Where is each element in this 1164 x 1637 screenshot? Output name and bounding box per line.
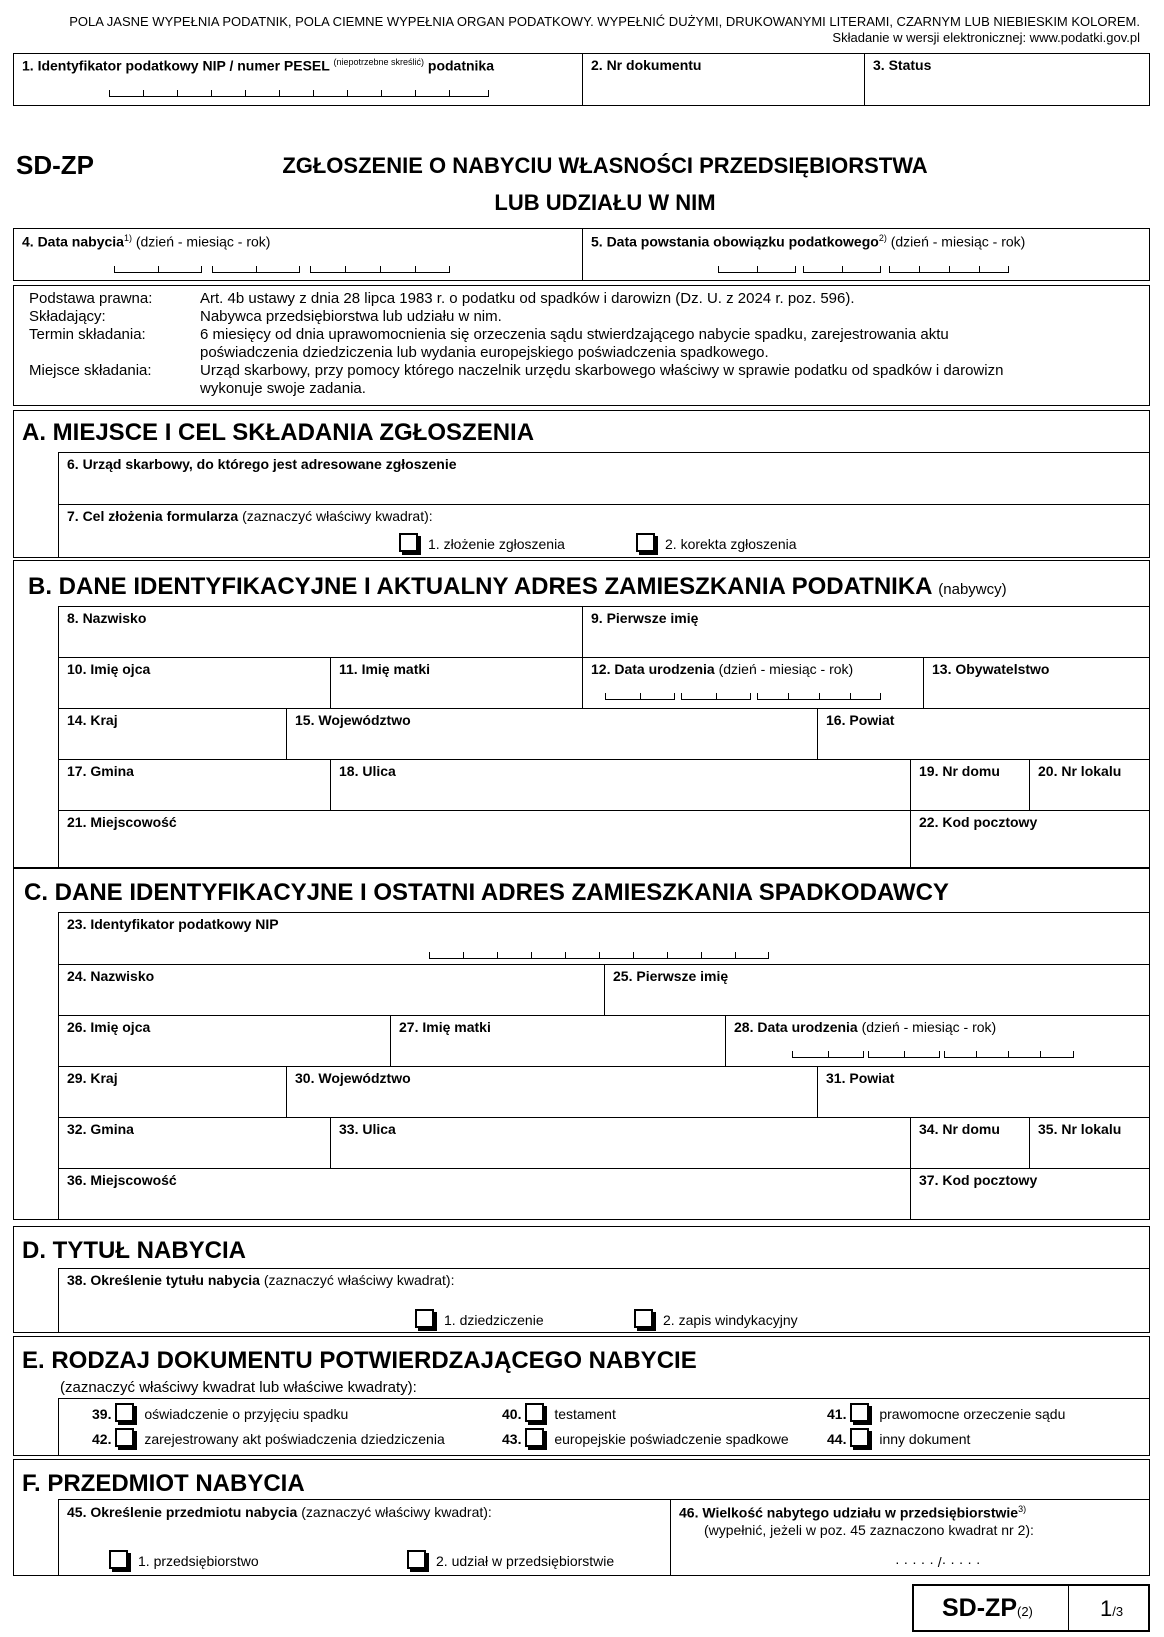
- field-19-house-number[interactable]: [910, 759, 1030, 811]
- field-37-label: 37. Kod pocztowy: [919, 1172, 1038, 1188]
- field-17-label: 17. Gmina: [67, 763, 134, 779]
- option-inheritance-label: 1. dziedziczenie: [444, 1312, 544, 1328]
- field-3-status: [864, 53, 1150, 106]
- option-41[interactable]: [827, 1403, 1065, 1422]
- field-28-birth-date[interactable]: [725, 1015, 1150, 1067]
- field-38-hint: (zaznaczyć właściwy kwadrat):: [263, 1272, 455, 1288]
- field-34-house-number[interactable]: [910, 1117, 1030, 1169]
- field-7-purpose: [58, 504, 1150, 558]
- field-7-hint: (zaznaczyć właściwy kwadrat):: [242, 508, 433, 524]
- option-42[interactable]: [92, 1428, 445, 1447]
- field-12-hint: (dzień - miesiąc - rok): [718, 661, 854, 677]
- field-38-acquisition-title: [58, 1268, 1150, 1333]
- checkbox-icon[interactable]: [115, 1428, 134, 1447]
- field-29-country[interactable]: [58, 1066, 287, 1118]
- field-32-label: 32. Gmina: [67, 1121, 134, 1137]
- field-30-label: 30. Województwo: [295, 1070, 411, 1086]
- field-21-locality[interactable]: [58, 810, 911, 868]
- checkbox-icon[interactable]: [850, 1428, 869, 1447]
- field-3-label: 3. Status: [873, 57, 932, 73]
- info-value-place-2: wykonuje swoje zadania.: [200, 380, 366, 397]
- field-1-label-b: podatnika: [427, 57, 495, 74]
- field-33-label: 33. Ulica: [339, 1121, 396, 1137]
- info-key-place: Miejsce składania:: [29, 362, 152, 379]
- field-28-day-line[interactable]: [792, 1050, 864, 1058]
- field-2-label: 2. Nr dokumentu: [591, 57, 702, 73]
- field-12-birth-date[interactable]: [582, 657, 924, 709]
- section-a-title: A. MIEJSCE I CEL SKŁADANIA ZGŁOSZENIA: [22, 419, 535, 446]
- option-enterprise-label: 1. przedsiębiorstwo: [138, 1553, 259, 1569]
- field-5-month-line[interactable]: [803, 265, 881, 273]
- checkbox-icon[interactable]: [415, 1309, 434, 1328]
- field-8-label: 8. Nazwisko: [67, 610, 147, 626]
- field-12-month-line[interactable]: [681, 692, 751, 700]
- field-26-label: 26. Imię ojca: [67, 1019, 151, 1035]
- field-8-surname[interactable]: [58, 606, 583, 658]
- field-45-acquisition-subject: [58, 1499, 671, 1576]
- option-vindication-legacy-label: 2. zapis windykacyjny: [663, 1312, 798, 1328]
- field-4-day-line[interactable]: [114, 265, 202, 273]
- option-enterprise-share[interactable]: [407, 1550, 614, 1569]
- option-submission-label: 1. złożenie zgłoszenia: [428, 536, 565, 552]
- field-1-sup: (niepotrzebne skreślić): [333, 57, 424, 67]
- field-38-label: 38. Określenie tytułu nabycia: [67, 1272, 260, 1288]
- field-33-street[interactable]: [330, 1117, 911, 1169]
- field-5-tax-obligation-date[interactable]: [582, 228, 1150, 281]
- field-13-citizenship[interactable]: [923, 657, 1150, 709]
- option-enterprise[interactable]: [109, 1550, 259, 1569]
- field-27-label: 27. Imię matki: [399, 1019, 491, 1035]
- checkbox-icon[interactable]: [525, 1403, 544, 1422]
- field-4-acquisition-date[interactable]: [13, 228, 583, 281]
- option-44-num: 44.: [827, 1431, 847, 1447]
- option-41-num: 41.: [827, 1406, 847, 1422]
- field-20-apartment-number[interactable]: [1029, 759, 1150, 811]
- field-22-label: 22. Kod pocztowy: [919, 814, 1038, 830]
- option-39-label: oświadczenie o przyjęciu spadku: [144, 1406, 349, 1422]
- section-b-title-sub: (nabywcy): [938, 581, 1007, 598]
- form-code: SD-ZP: [16, 150, 94, 180]
- option-correction-label: 2. korekta zgłoszenia: [665, 536, 797, 552]
- option-40-num: 40.: [502, 1406, 522, 1422]
- field-6-tax-office[interactable]: [58, 452, 1150, 505]
- field-4-month-line[interactable]: [212, 265, 300, 273]
- option-correction[interactable]: [636, 533, 797, 552]
- option-40[interactable]: [502, 1403, 616, 1422]
- footer-divider: [1068, 1586, 1069, 1630]
- section-b-title: [28, 573, 1007, 601]
- field-46-fraction[interactable]: · · · · · /· · · · ·: [895, 1554, 981, 1570]
- field-7-label: 7. Cel złożenia formularza: [67, 508, 239, 524]
- field-4-label: 4. Data nabycia: [22, 233, 124, 250]
- info-value-submitter: Nabywca przedsiębiorstwa lub udziału w nim.: [200, 308, 502, 325]
- field-10-father-name[interactable]: [58, 657, 331, 709]
- section-e-title: E. RODZAJ DOKUMENTU POTWIERDZAJĄCEGO NABYCIE: [22, 1347, 697, 1374]
- field-25-first-name[interactable]: [604, 964, 1150, 1016]
- field-9-first-name[interactable]: [582, 606, 1150, 658]
- section-c-title: C. DANE IDENTYFIKACYJNE I OSTATNI ADRES ZAMIESZKANIA SPADKODAWCY: [24, 879, 949, 906]
- field-28-month-line[interactable]: [868, 1050, 940, 1058]
- header-note-line1: POLA JASNE WYPEŁNIA PODATNIK, POLA CIEMNE WYPEŁNIA ORGAN PODATKOWY. WYPEŁNIĆ DUŻYMI, DRUKOWANYMI LITERAMI, CZARNYM LUB NIEBIESKIM KOLOREM.: [69, 14, 1140, 29]
- field-5-sup: 2): [878, 233, 887, 243]
- field-12-year-line[interactable]: [757, 692, 881, 700]
- field-5-day-line[interactable]: [718, 265, 796, 273]
- option-44[interactable]: [827, 1428, 970, 1447]
- checkbox-icon[interactable]: [525, 1428, 544, 1447]
- field-28-label: 28. Data urodzenia: [734, 1019, 858, 1035]
- field-26-father-name[interactable]: [58, 1015, 391, 1067]
- field-24-surname[interactable]: [58, 964, 605, 1016]
- field-2-document-number: [582, 53, 865, 106]
- field-31-county[interactable]: [817, 1066, 1150, 1118]
- document-type-options: [58, 1398, 1150, 1456]
- field-5-label: 5. Data powstania obowiązku podatkowego: [591, 233, 879, 250]
- info-key-deadline: Termin składania:: [29, 326, 146, 343]
- field-36-label: 36. Miejscowość: [67, 1172, 177, 1188]
- field-4-year-line[interactable]: [310, 265, 450, 273]
- field-16-label: 16. Powiat: [826, 712, 895, 728]
- field-28-hint: (dzień - miesiąc - rok): [861, 1019, 997, 1035]
- field-21-label: 21. Miejscowość: [67, 814, 177, 830]
- field-46-hint: (wypełnić, jeżeli w poz. 45 zaznaczono kwadrat nr 2):: [704, 1522, 1034, 1538]
- field-23-label: 23. Identyfikator podatkowy NIP: [67, 916, 279, 932]
- field-29-label: 29. Kraj: [67, 1070, 118, 1086]
- field-46-label: 46. Wielkość nabytego udziału w przedsiębiorstwie: [679, 1504, 1019, 1521]
- field-1-label: 1. Identyfikator podatkowy NIP / numer PESEL: [22, 57, 330, 74]
- checkbox-icon[interactable]: [636, 533, 655, 552]
- info-value-deadline: 6 miesięcy od dnia uprawomocnienia się orzeczenia sądu stwierdzającego nabycie spadku, zarejestrowania aktu: [200, 326, 949, 343]
- option-44-label: inny dokument: [879, 1431, 971, 1447]
- option-41-label: prawomocne orzeczenie sądu: [879, 1406, 1066, 1422]
- field-27-mother-name[interactable]: [390, 1015, 726, 1067]
- footer-version: (2): [1017, 1604, 1033, 1619]
- field-1-identifier[interactable]: [13, 53, 583, 106]
- section-f-title: F. PRZEDMIOT NABYCIA: [22, 1470, 305, 1497]
- form-title-line2: LUB UDZIAŁU W NIM: [494, 190, 716, 215]
- info-key-submitter: Składający:: [29, 308, 106, 325]
- field-18-street[interactable]: [330, 759, 911, 811]
- field-14-label: 14. Kraj: [67, 712, 118, 728]
- field-12-label: 12. Data urodzenia: [591, 661, 715, 677]
- checkbox-icon[interactable]: [115, 1403, 134, 1422]
- field-30-voivodeship[interactable]: [286, 1066, 818, 1118]
- checkbox-icon[interactable]: [407, 1550, 426, 1569]
- field-14-country[interactable]: [58, 708, 287, 760]
- checkbox-icon[interactable]: [634, 1309, 653, 1328]
- field-36-locality[interactable]: [58, 1168, 911, 1220]
- field-19-label: 19. Nr domu: [919, 763, 1000, 779]
- field-35-label: 35. Nr lokalu: [1038, 1121, 1122, 1137]
- field-23-digit-line[interactable]: [429, 951, 769, 959]
- info-block: [13, 285, 1150, 406]
- section-b-title-text: B. DANE IDENTYFIKACYJNE I AKTUALNY ADRES ZAMIESZKANIA PODATNIKA: [28, 573, 932, 600]
- option-43[interactable]: [502, 1428, 789, 1447]
- field-10-label: 10. Imię ojca: [67, 661, 151, 677]
- field-34-label: 34. Nr domu: [919, 1121, 1000, 1137]
- field-15-voivodeship[interactable]: [286, 708, 818, 760]
- option-43-num: 43.: [502, 1431, 522, 1447]
- info-key-legal-basis: Podstawa prawna:: [29, 290, 153, 307]
- field-5-hint: (dzień - miesiąc - rok): [890, 233, 1026, 250]
- field-20-label: 20. Nr lokalu: [1038, 763, 1122, 779]
- field-12-day-line[interactable]: [605, 692, 675, 700]
- option-42-num: 42.: [92, 1431, 112, 1447]
- field-4-sup: 1): [123, 233, 132, 243]
- field-15-label: 15. Województwo: [295, 712, 411, 728]
- option-40-label: testament: [554, 1406, 616, 1422]
- field-32-commune[interactable]: [58, 1117, 331, 1169]
- info-value-legal-basis: Art. 4b ustawy z dnia 28 lipca 1983 r. o podatku od spadków i darowizn (Dz. U. z 2024 r. poz. 596).: [200, 290, 855, 307]
- nip-digit-line[interactable]: [109, 89, 489, 97]
- section-e-hint: (zaznaczyć właściwy kwadrat lub właściwe kwadraty):: [60, 1379, 417, 1396]
- footer-form-id: [912, 1584, 1150, 1632]
- option-submission[interactable]: [399, 533, 565, 552]
- field-31-label: 31. Powiat: [826, 1070, 895, 1086]
- option-43-label: europejskie poświadczenie spadkowe: [554, 1431, 789, 1447]
- info-value-deadline-2: poświadczenia dziedziczenia lub wydania europejskiego poświadczenia spadkowego.: [200, 344, 769, 361]
- field-11-label: 11. Imię matki: [339, 661, 431, 677]
- option-39[interactable]: [92, 1403, 348, 1422]
- field-13-label: 13. Obywatelstwo: [932, 661, 1050, 677]
- field-6-label: 6. Urząd skarbowy, do którego jest adresowane zgłoszenie: [67, 456, 457, 472]
- field-9-label: 9. Pierwsze imię: [591, 610, 699, 626]
- field-45-hint: (zaznaczyć właściwy kwadrat):: [301, 1504, 492, 1520]
- field-35-apartment-number[interactable]: [1029, 1117, 1150, 1169]
- checkbox-icon[interactable]: [399, 533, 418, 552]
- field-22-postal-code[interactable]: [910, 810, 1150, 868]
- field-45-label: 45. Określenie przedmiotu nabycia: [67, 1504, 298, 1520]
- form-title-line1: ZGŁOSZENIE O NABYCIU WŁASNOŚCI PRZEDSIĘBIORSTWA: [282, 153, 928, 178]
- option-vindication-legacy[interactable]: [634, 1309, 798, 1328]
- footer-code: SD-ZP: [942, 1594, 1017, 1622]
- footer-page: 1: [1100, 1596, 1113, 1621]
- option-39-num: 39.: [92, 1406, 112, 1422]
- section-d-title: D. TYTUŁ NABYCIA: [22, 1237, 246, 1264]
- field-46-sup: 3): [1018, 1504, 1027, 1514]
- field-16-county[interactable]: [817, 708, 1150, 760]
- field-28-year-line[interactable]: [944, 1050, 1074, 1058]
- option-inheritance[interactable]: [415, 1309, 544, 1328]
- field-46-share-size[interactable]: [670, 1499, 1150, 1576]
- header-note: [69, 14, 1140, 46]
- info-value-place: Urząd skarbowy, przy pomocy którego naczelnik urzędu skarbowego właściwy w sprawie podatku od spadków i darowizn: [200, 362, 1004, 379]
- field-4-hint: (dzień - miesiąc - rok): [135, 233, 271, 250]
- field-5-year-line[interactable]: [889, 265, 1009, 273]
- field-37-postal-code[interactable]: [910, 1168, 1150, 1220]
- option-enterprise-share-label: 2. udział w przedsiębiorstwie: [436, 1553, 615, 1569]
- field-17-commune[interactable]: [58, 759, 331, 811]
- field-25-label: 25. Pierwsze imię: [613, 968, 729, 984]
- header-note-line2: Składanie w wersji elektronicznej: www.podatki.gov.pl: [832, 30, 1140, 45]
- field-18-label: 18. Ulica: [339, 763, 396, 779]
- checkbox-icon[interactable]: [850, 1403, 869, 1422]
- field-11-mother-name[interactable]: [330, 657, 583, 709]
- option-42-label: zarejestrowany akt poświadczenia dziedziczenia: [144, 1431, 445, 1447]
- field-24-label: 24. Nazwisko: [67, 968, 155, 984]
- footer-page-total: /3: [1112, 1604, 1124, 1619]
- field-23-nip[interactable]: [58, 912, 1150, 965]
- checkbox-icon[interactable]: [109, 1550, 128, 1569]
